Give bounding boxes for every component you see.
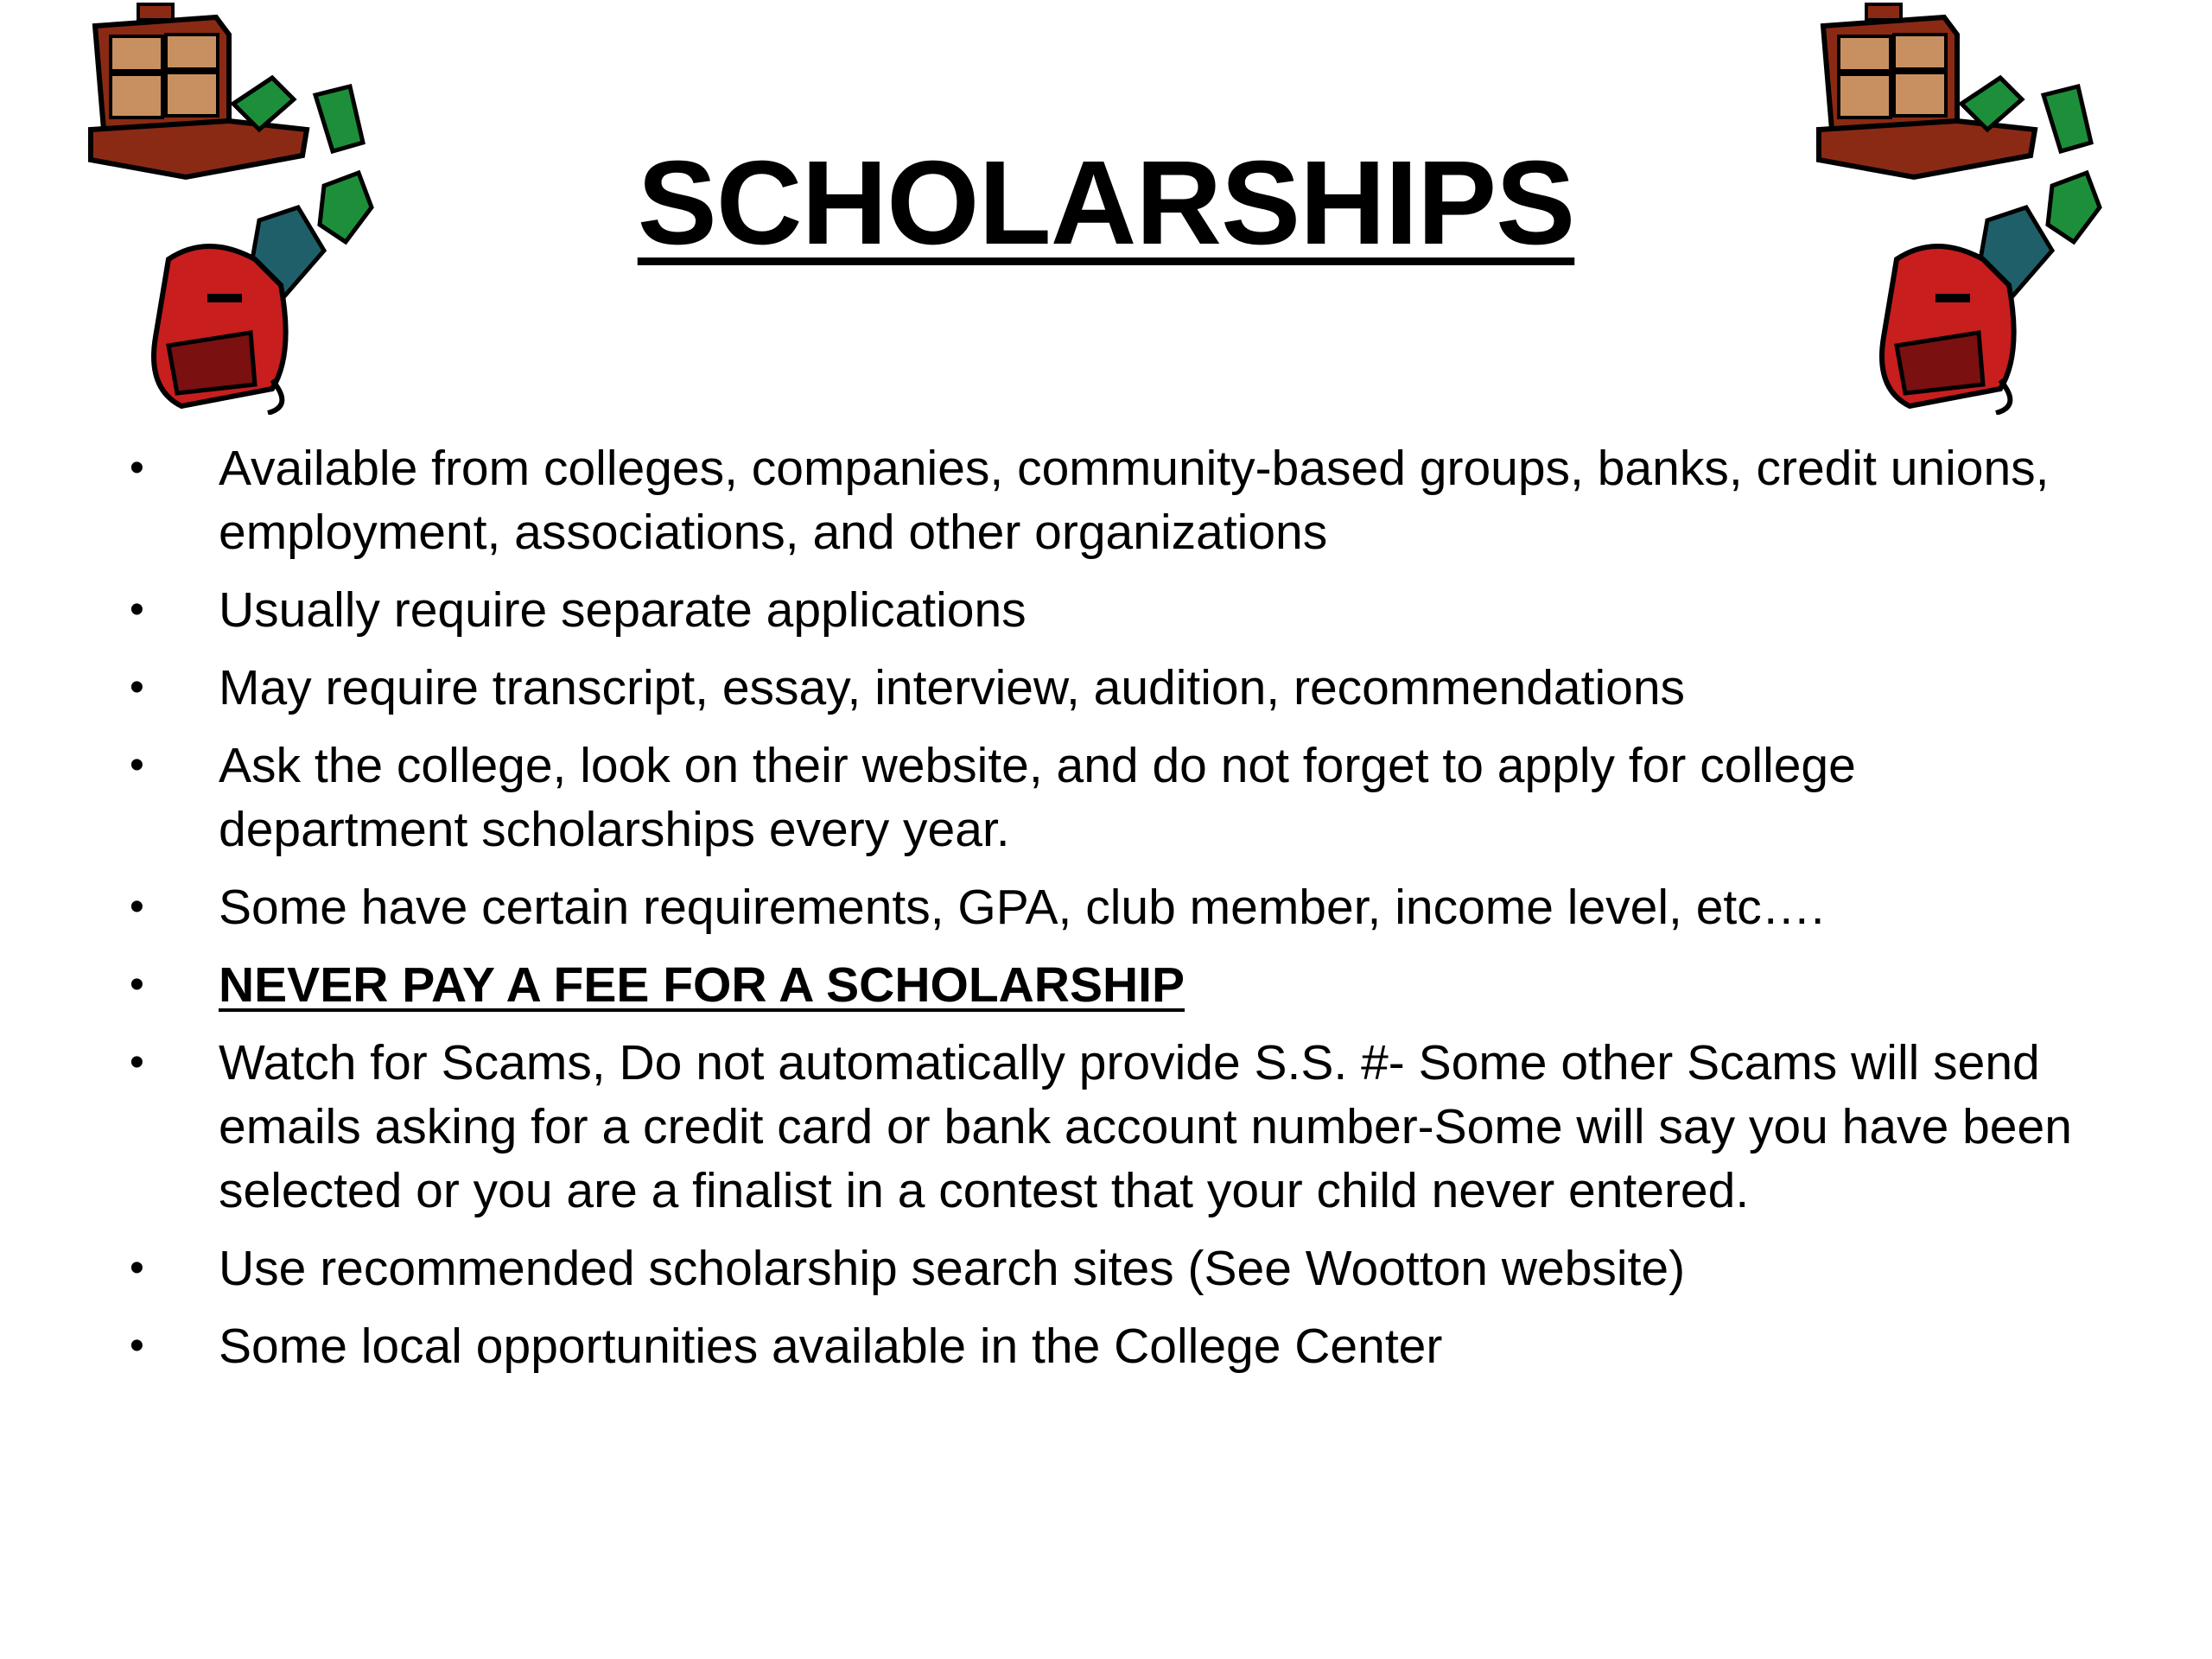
list-item	[130, 1314, 2100, 1378]
bullet-text: Watch for Scams, Do not automatically provide S.S. #- Some other Scams will send emails asking for a credit card or bank account number-Some will say you have been selected or you are a finalist in a contest that your child never entered.	[219, 1035, 2072, 1218]
bullet-marker: •	[130, 1323, 144, 1369]
bullet-list	[130, 436, 2100, 1392]
bullet-text: Usually require separate applications	[219, 582, 1027, 638]
bullet-text: Some local opportunities available in the College Center	[219, 1319, 1443, 1374]
list-item	[130, 656, 2100, 720]
bullet-text: Ask the college, look on their website, and do not forget to apply for college department scholarships every year.	[219, 738, 1856, 857]
bullet-marker: •	[130, 1245, 144, 1291]
bullet-marker: •	[130, 962, 144, 1007]
bullet-marker: •	[130, 664, 144, 710]
bullet-text: May require transcript, essay, interview, audition, recommendations	[219, 660, 1686, 715]
title-text: SCHOLARSHIPS	[637, 137, 1575, 270]
list-item-warning	[130, 953, 2100, 1017]
page-title	[0, 138, 2212, 270]
bullet-marker: •	[130, 1039, 144, 1085]
bullet-marker: •	[130, 445, 144, 491]
list-item	[130, 436, 2100, 564]
list-item	[130, 734, 2100, 861]
bullet-marker: •	[130, 742, 144, 788]
list-item	[130, 1031, 2100, 1223]
list-item	[130, 578, 2100, 642]
list-item	[130, 875, 2100, 939]
bullet-text: Use recommended scholarship search sites (See Wootton website)	[219, 1241, 1686, 1296]
bullet-text: NEVER PAY A FEE FOR A SCHOLARSHIP	[219, 957, 1185, 1013]
list-item	[130, 1236, 2100, 1300]
bullet-text: Some have certain requirements, GPA, club member, income level, etc….	[219, 880, 1825, 935]
backpack-icon	[154, 246, 286, 413]
backpack-icon	[1882, 246, 2014, 413]
bullet-text: Available from colleges, companies, community-based groups, banks, credit unions, employment, associations, and other organizations	[219, 441, 2050, 560]
bullet-marker: •	[130, 587, 144, 632]
bullet-marker: •	[130, 884, 144, 930]
